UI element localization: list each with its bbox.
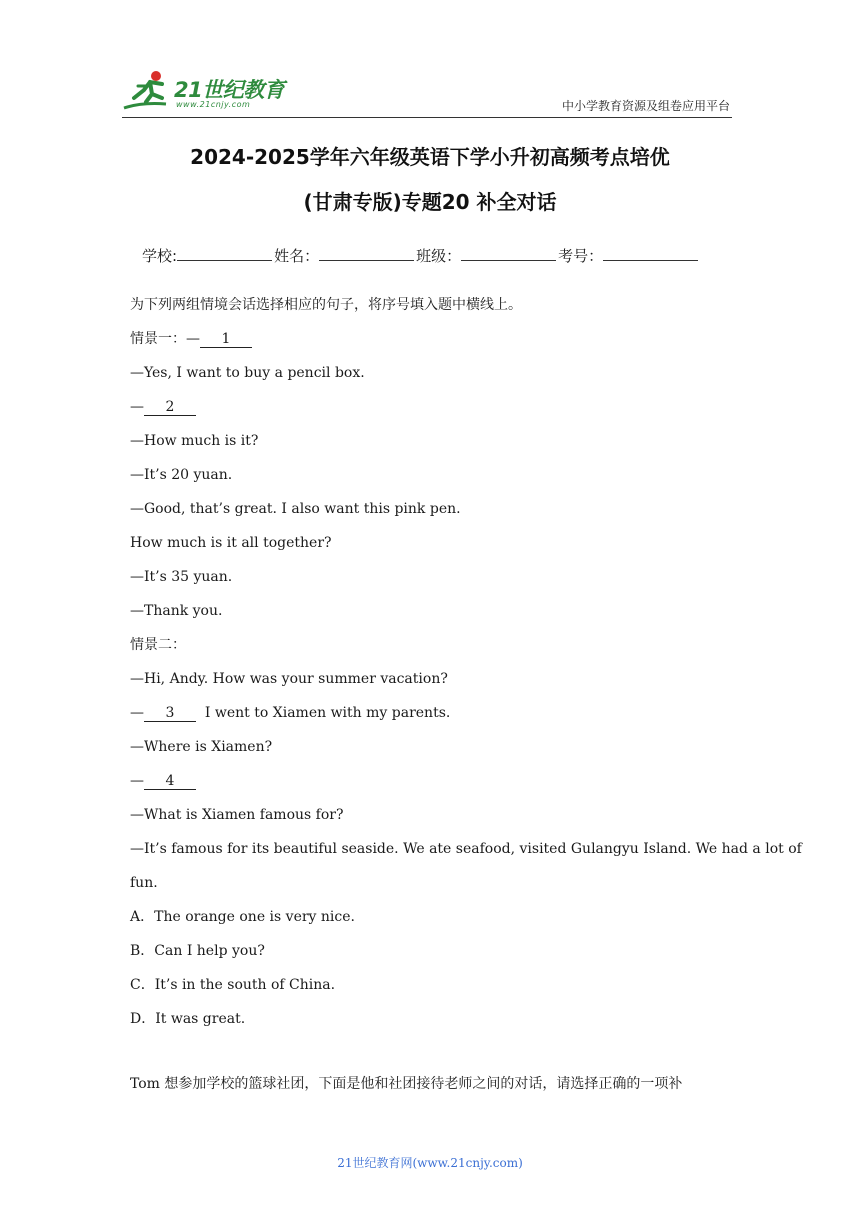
school-label: 学校: [142,247,178,265]
class-field[interactable] [461,244,556,261]
instruction: 为下列两组情境会话选择相应的句子，将序号填入题中横线上。 [130,297,522,313]
dash: — [130,399,144,415]
scene1-line1 [130,330,252,348]
site-logo [122,68,292,114]
page-title-line2: (甘肃专版)专题20 补全对话 [303,190,557,214]
scene2-line3 [130,704,450,722]
dash: — [130,705,144,721]
dialogue-line: —What is Xiamen famous for? [130,807,344,823]
runner-icon [122,68,174,114]
school-field[interactable] [177,244,272,261]
name-field[interactable] [319,244,414,261]
option-b: B．Can I help you? [130,943,265,959]
dialogue-line: How much is it all together? [130,535,332,551]
dialogue-line: —How much is it? [130,433,259,449]
name-label: 姓名： [274,247,320,265]
scene1-line3 [130,398,196,416]
number-label: 考号： [558,247,604,265]
dialogue-line: —It’s 35 yuan. [130,569,233,585]
class-label: 班级： [416,247,462,265]
dialogue-line: —Thank you. [130,603,223,619]
platform-name: 中小学教育资源及组卷应用平台 [561,99,730,113]
scene2-line5 [130,772,196,790]
dash: — [130,773,144,789]
dialogue-line: —Hi, Andy. How was your summer vacation? [130,671,448,687]
page-title-line1: 2024-2025学年六年级英语下学小升初高频考点培优 [190,145,670,169]
dialogue-line: —It’s famous for its beautiful seaside. We ate seafood, visited Gulangyu Island. We had a lot of [130,841,802,857]
scene2-label: 情景二： [130,637,186,653]
answer-blank-3[interactable]: 3 [144,706,196,722]
number-field[interactable] [603,244,698,261]
header-divider [122,117,732,118]
footer-link[interactable]: 21世纪教育网(www.21cnjy.com) [337,1156,523,1170]
dialogue-line: —It’s 20 yuan. [130,467,233,483]
logo-text: 21世纪教育 [174,78,285,102]
option-a: A．The orange one is very nice. [130,909,355,925]
next-question: Tom 想参加学校的篮球社团，下面是他和社团接待老师之间的对话，请选择正确的一项补 [130,1076,683,1092]
dialogue-line: —Good, that’s great. I also want this pink pen. [130,501,461,517]
dialogue-line: —Where is Xiamen? [130,739,273,755]
answer-blank-4[interactable]: 4 [144,774,196,790]
answer-blank-2[interactable]: 2 [144,400,196,416]
logo-url: www.21cnjy.com [176,100,251,109]
student-info-row [142,244,700,266]
option-d: D．It was great. [130,1011,246,1027]
dialogue-line: fun. [130,875,158,891]
answer-blank-1[interactable]: 1 [200,332,252,348]
dialogue-text: I went to Xiamen with my parents. [204,705,451,721]
scene1-label: 情景一：— [130,331,200,347]
dialogue-line: —Yes, I want to buy a pencil box. [130,365,365,381]
option-c: C．It’s in the south of China. [130,977,336,993]
